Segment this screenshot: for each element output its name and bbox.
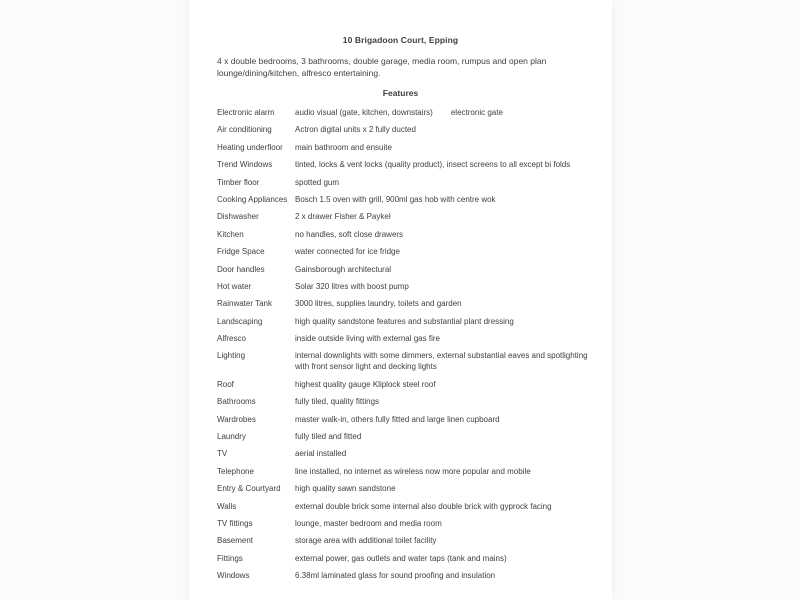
features-heading: Features: [382, 88, 419, 98]
property-description: 4 x double bedrooms, 3 bathrooms, double garage, media room, rumpus and open plan lounge/dining/kitchen, alfresco entertaining.: [217, 56, 547, 78]
feature-value: spotted gum: [295, 177, 340, 187]
feature-value: 3000 litres, supplies laundry, toilets and garden: [295, 299, 462, 309]
feature-row: [217, 379, 612, 390]
feature-value: fully tiled, quality fittings: [295, 397, 380, 407]
feature-value: internal downlights with some dimmers, external substantial eaves and spotlighting with front sensor light and decking lights: [295, 351, 588, 372]
feature-row: [217, 448, 612, 459]
feature-row: [217, 194, 612, 205]
feature-label: Lighting: [217, 351, 246, 361]
feature-row: [217, 246, 612, 257]
feature-row: [217, 553, 612, 564]
feature-value: storage area with additional toilet facility: [295, 536, 437, 546]
feature-value: external power, gas outlets and water taps (tank and mains): [295, 553, 507, 563]
feature-value: Gainsborough architectural: [295, 264, 392, 274]
feature-label: Walls: [217, 501, 237, 511]
feature-label: Rainwater Tank: [217, 299, 272, 309]
feature-value: water connected for ice fridge: [295, 247, 400, 257]
feature-label: TV: [217, 449, 228, 459]
feature-row: [217, 298, 612, 309]
feature-value: 6.38ml laminated glass for sound proofing and insulation: [295, 571, 496, 581]
feature-row: [217, 142, 612, 153]
feature-label: Trend Windows: [217, 160, 273, 170]
feature-label: Basement: [217, 536, 254, 546]
feature-label: Dishwasher: [217, 212, 259, 222]
feature-value: high quality sandstone features and substantial plant dressing: [295, 316, 514, 326]
feature-extra: electronic gate: [450, 108, 503, 117]
feature-row: [217, 414, 612, 425]
feature-row: [217, 316, 612, 327]
feature-label: Fridge Space: [217, 247, 265, 257]
feature-label: Hot water: [217, 281, 252, 291]
feature-row: [217, 535, 612, 546]
feature-label: Entry & Courtyard: [217, 484, 281, 494]
feature-value: main bathroom and ensuite: [295, 142, 392, 152]
feature-label: Heating underfloor: [217, 142, 283, 152]
feature-value: master walk-in, others fully fitted and large linen cupboard: [295, 414, 500, 424]
feature-label: Roof: [217, 379, 234, 389]
feature-row: [217, 107, 612, 118]
feature-value: 2 x drawer Fisher & Paykel: [295, 212, 391, 222]
feature-row: [217, 396, 612, 407]
feature-value: external double brick some internal also double brick with gyprock facing: [295, 501, 552, 511]
feature-label: Laundry: [217, 432, 246, 442]
feature-row: [217, 466, 612, 477]
feature-value: Bosch 1.5 oven with grill, 900ml gas hob with centre wok: [295, 194, 496, 204]
feature-row: [217, 229, 612, 240]
feature-row: [217, 483, 612, 494]
feature-value: high quality sawn sandstone: [295, 484, 396, 494]
feature-row: [217, 431, 612, 442]
feature-value: Solar 320 litres with boost pump: [295, 281, 409, 291]
feature-label: Windows: [217, 571, 250, 581]
feature-row: [217, 333, 612, 344]
feature-label: Air conditioning: [217, 125, 272, 135]
feature-label: Door handles: [217, 264, 265, 274]
feature-value: inside outside living with external gas fire: [295, 334, 440, 344]
feature-row: [217, 281, 612, 292]
feature-label: Wardrobes: [217, 414, 256, 424]
feature-value: line installed, no internet as wireless now more popular and mobile: [295, 466, 531, 476]
features-list: [217, 107, 612, 581]
feature-label: Timber floor: [217, 177, 260, 187]
feature-row: [217, 211, 612, 222]
feature-label: Fittings: [217, 553, 243, 563]
feature-value: tinted, locks & vent locks (quality product), insect screens to all except bi folds: [295, 160, 571, 170]
feature-label: Cooking Appliances: [217, 194, 288, 204]
feature-value: lounge, master bedroom and media room: [295, 518, 442, 528]
feature-label: Kitchen: [217, 229, 244, 239]
feature-label: Alfresco: [217, 334, 246, 344]
feature-row: [217, 501, 612, 512]
feature-row: [217, 159, 612, 170]
feature-row: [217, 570, 612, 581]
feature-row: [217, 177, 612, 188]
feature-value: highest quality gauge Kliplock steel roof: [295, 379, 436, 389]
feature-value: Actron digital units x 2 fully ducted: [295, 125, 416, 135]
feature-value: aerial installed: [295, 449, 347, 459]
feature-row: [217, 124, 612, 135]
feature-row: [217, 264, 612, 275]
feature-row: [217, 350, 612, 372]
feature-label: Electronic alarm: [217, 108, 275, 117]
feature-label: Landscaping: [217, 316, 263, 326]
feature-value: audio visual (gate, kitchen, downstairs) electronic gate: [295, 108, 503, 117]
document-page: [189, 0, 612, 600]
feature-value: no handles, soft close drawers: [295, 229, 404, 239]
feature-value: fully tiled and fitted: [295, 432, 362, 442]
page-title: 10 Brigadoon Court, Epping: [342, 35, 459, 45]
feature-label: TV fittings: [217, 518, 253, 528]
feature-label: Telephone: [217, 466, 254, 476]
feature-row: [217, 518, 612, 529]
feature-label: Bathrooms: [217, 397, 256, 407]
